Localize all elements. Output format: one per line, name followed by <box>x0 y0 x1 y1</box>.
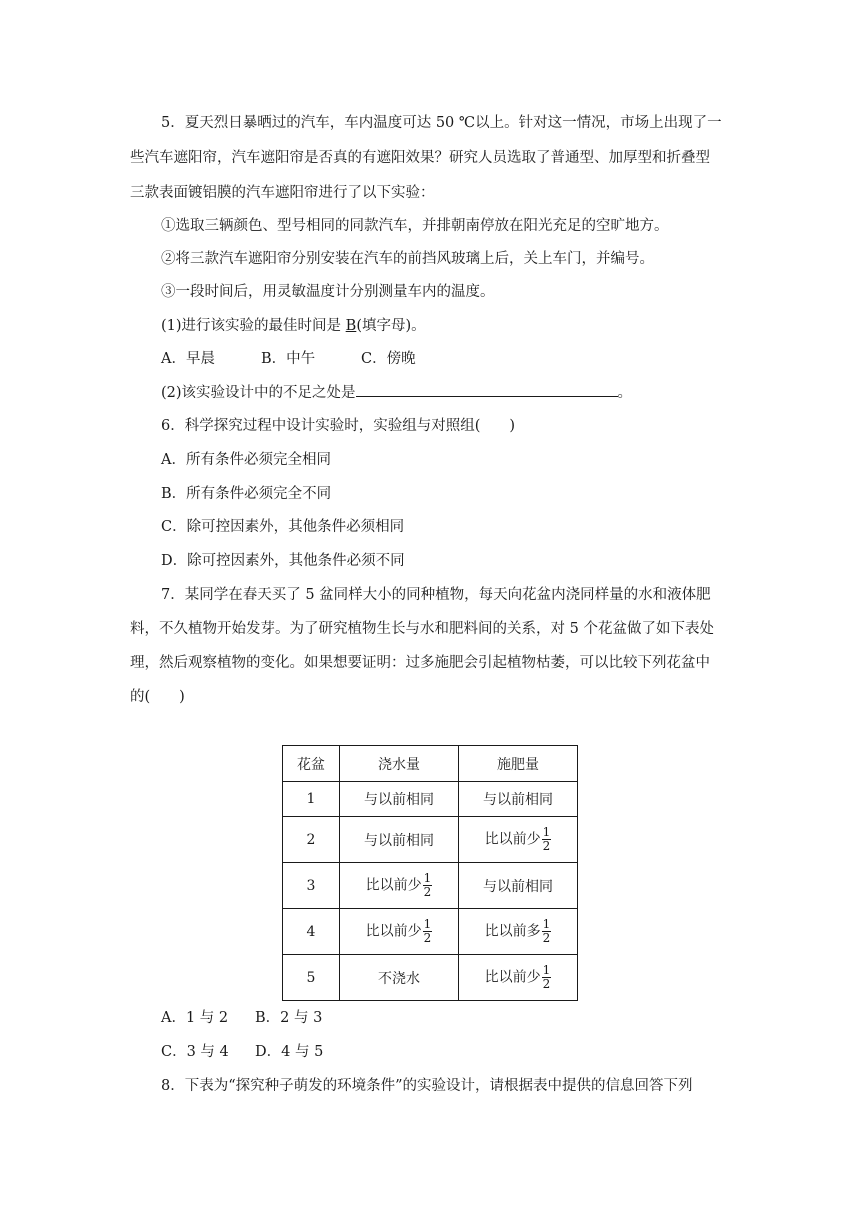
q5-option-b: B．中午 <box>261 351 316 367</box>
answer-blank[interactable] <box>356 382 618 397</box>
q7-option-a: A．1 与 2 <box>161 1010 229 1026</box>
pot-number: 3 <box>283 863 340 909</box>
table-row <box>283 863 578 909</box>
q7-option-b: B．2 与 3 <box>255 1010 323 1026</box>
water-amount: 比以前少 <box>365 923 422 940</box>
q5-sub1 <box>161 316 426 336</box>
fraction: $\frac{1}{2}$ <box>542 917 551 945</box>
fertilizer-amount: 与以前相同 <box>483 792 553 808</box>
q6-option-d: D．除可控因素外，其他条件必须不同 <box>161 553 405 569</box>
q5-sub1-suffix: (填字母)。 <box>356 318 426 334</box>
water-cell <box>340 782 459 817</box>
fertilizer-cell <box>459 782 578 817</box>
q7-stem-line-4: 的( ) <box>130 689 185 705</box>
fraction: $\frac{1}{2}$ <box>423 917 432 945</box>
q5-stem-line-2: 些汽车遮阳帘，汽车遮阳帘是否真的有遮阳效果？研究人员选取了普通型、加厚型和折叠型 <box>130 150 710 166</box>
q5-sub2-prefix: (2)该实验设计中的不足之处是 <box>161 385 356 401</box>
fraction: $\frac{1}{2}$ <box>542 825 551 853</box>
q7-option-d: D．4 与 5 <box>255 1044 324 1060</box>
pot-number: 5 <box>283 955 340 1001</box>
table-header-cell: 浇水量 <box>340 746 459 782</box>
q5-step-1: ①选取三辆颜色、型号相同的同款汽车，并排朝南停放在阳光充足的空旷地方。 <box>161 218 669 234</box>
fertilizer-cell <box>459 817 578 863</box>
q8-stem-line-1: 8．下表为“探究种子萌发的环境条件”的实验设计，请根据表中提供的信息回答下列 <box>161 1078 693 1094</box>
q7-stem-line-3: 理，然后观察植物的变化。如果想要证明：过多施肥会引起植物枯萎，可以比较下列花盆中 <box>130 655 710 671</box>
q5-sub1-answer: B <box>345 318 357 334</box>
water-amount: 比以前少 <box>365 877 422 894</box>
water-cell <box>340 863 459 909</box>
q7-stem-line-1: 7．某同学在春天买了 5 盆同样大小的同种植物，每天向花盆内浇同样量的水和液体肥 <box>161 587 711 603</box>
q5-sub1-options <box>161 349 416 369</box>
q7-options-row-1 <box>161 1008 322 1028</box>
water-amount: 与以前相同 <box>364 832 434 849</box>
q5-sub2 <box>161 382 632 403</box>
pot-number: 1 <box>283 782 340 817</box>
table-row <box>283 909 578 955</box>
fraction: $\frac{1}{2}$ <box>423 871 432 899</box>
fraction: $\frac{1}{2}$ <box>542 963 551 991</box>
q5-option-a: A．早晨 <box>161 351 215 367</box>
q6-option-a: A．所有条件必须完全相同 <box>161 452 331 468</box>
fertilizer-cell <box>459 863 578 909</box>
water-cell <box>340 817 459 863</box>
water-amount: 不浇水 <box>378 970 420 987</box>
fertilizer-amount: 比以前多 <box>484 923 541 940</box>
q7-option-c: C．3 与 4 <box>161 1044 229 1060</box>
fertilizer-amount: 与以前相同 <box>483 878 553 895</box>
table-row <box>283 817 578 863</box>
q6-option-b: B．所有条件必须完全不同 <box>161 486 332 502</box>
q6-stem: 6．科学探究过程中设计实验时，实验组与对照组( ) <box>161 418 516 434</box>
q5-stem-line-3: 三款表面镀铝膜的汽车遮阳帘进行了以下实验： <box>130 185 435 201</box>
q5-sub2-suffix: 。 <box>617 385 633 401</box>
water-amount: 与以前相同 <box>364 792 434 808</box>
water-cell <box>340 909 459 955</box>
fertilizer-amount: 比以前少 <box>484 969 541 986</box>
q5-option-c: C．傍晚 <box>361 351 416 367</box>
water-cell <box>340 955 459 1001</box>
table-header-row <box>283 746 578 782</box>
fertilizer-cell <box>459 955 578 1001</box>
q6-option-c: C．除可控因素外，其他条件必须相同 <box>161 519 405 535</box>
table-row <box>283 782 578 817</box>
q5-stem-line-1: 5．夏天烈日暴晒过的汽车，车内温度可达 50 ℃以上。针对这一情况，市场上出现了一 <box>161 115 722 131</box>
table-header-cell: 施肥量 <box>459 746 578 782</box>
flowerpot-table <box>282 745 578 1001</box>
q7-options-row-2 <box>161 1042 323 1062</box>
pot-number: 2 <box>283 817 340 863</box>
fertilizer-cell <box>459 909 578 955</box>
q5-sub1-prefix: (1)进行该实验的最佳时间是 <box>161 318 346 334</box>
q5-step-3: ③一段时间后，用灵敏温度计分别测量车内的温度。 <box>161 284 495 300</box>
q7-stem-line-2: 料，不久植物开始发芽。为了研究植物生长与水和肥料间的关系，对 5 个花盆做了如下表处 <box>130 621 714 637</box>
fertilizer-amount: 比以前少 <box>484 831 541 848</box>
q5-step-2: ②将三款汽车遮阳帘分别安装在汽车的前挡风玻璃上后，关上车门，并编号。 <box>161 251 654 267</box>
pot-number: 4 <box>283 909 340 955</box>
table-row <box>283 955 578 1001</box>
table-header-cell: 花盆 <box>283 746 340 782</box>
